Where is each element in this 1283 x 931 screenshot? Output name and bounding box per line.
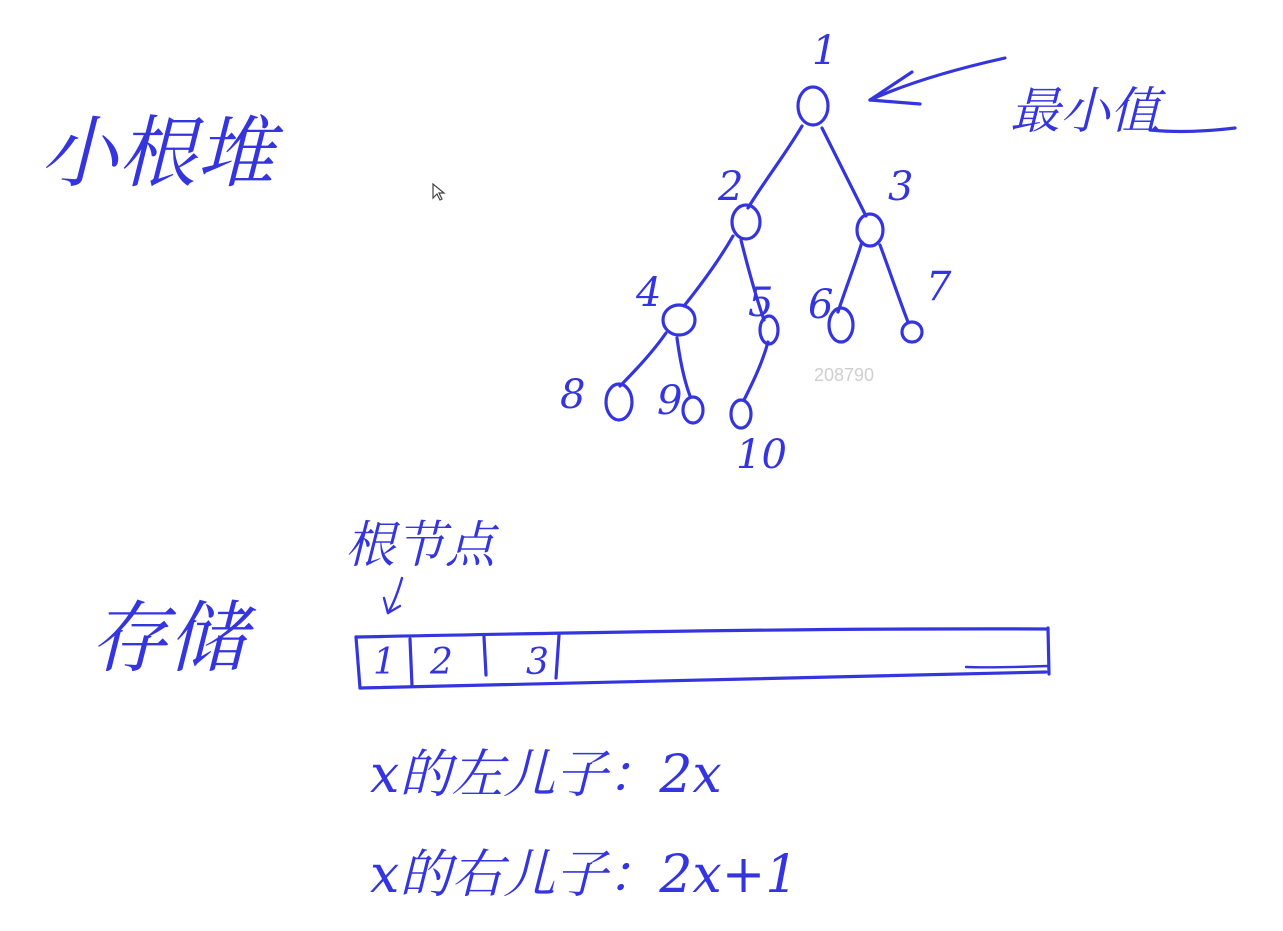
node-label-9: 9 — [657, 378, 683, 424]
node-label-8: 8 — [560, 372, 586, 418]
tree-node-10 — [731, 400, 751, 428]
root-node-label: 根节点 — [345, 516, 495, 574]
tree-node-2 — [732, 205, 760, 239]
array-cell-2: 2 — [430, 642, 453, 683]
storage-label: 存储 — [90, 594, 247, 684]
node-label-6: 6 — [808, 282, 834, 328]
heap-tree-labels — [560, 28, 952, 478]
node-label-4: 4 — [636, 270, 662, 316]
node-label-3: 3 — [888, 164, 914, 210]
tree-node-8 — [606, 384, 632, 420]
heap-tree-nodes — [606, 87, 922, 428]
heap-title: 小根堆 — [40, 109, 275, 199]
min-value-label: 最小值 — [1010, 82, 1160, 140]
node-label-5: 5 — [748, 280, 774, 326]
heap-array — [356, 628, 1049, 688]
tree-node-1 — [798, 87, 828, 125]
array-cell-3: 3 — [526, 642, 549, 683]
node-label-1: 1 — [812, 28, 838, 74]
watermark: 208790 — [814, 365, 875, 385]
min-value-arrow — [870, 58, 1005, 104]
root-arrow — [384, 578, 402, 613]
min-value-underline — [1150, 128, 1235, 131]
tree-node-4 — [663, 305, 695, 335]
array-cells — [373, 642, 549, 683]
tree-node-9 — [683, 397, 703, 423]
tree-node-3 — [857, 214, 883, 246]
array-cell-1: 1 — [373, 642, 396, 683]
heap-tree-edges — [620, 126, 908, 400]
left-child-formula: x的左儿子：2x — [370, 745, 722, 805]
node-label-2: 2 — [718, 164, 744, 210]
node-label-7: 7 — [926, 264, 952, 310]
mouse-cursor-icon — [433, 184, 444, 200]
tree-node-7 — [902, 322, 922, 342]
node-label-10: 10 — [736, 432, 787, 478]
right-child-formula: x的右儿子：2x+1 — [370, 845, 799, 905]
